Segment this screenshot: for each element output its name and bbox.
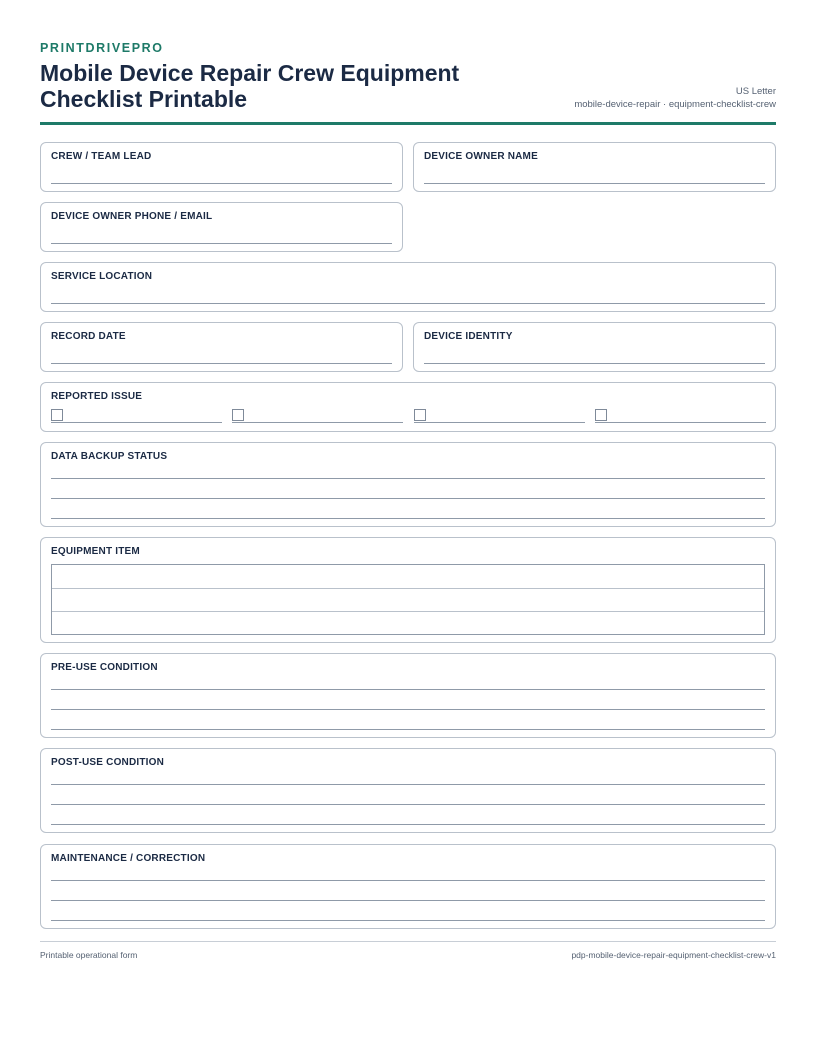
write-line[interactable] (51, 518, 765, 519)
checkbox[interactable] (51, 409, 63, 421)
write-line[interactable] (51, 689, 765, 690)
footer-description: Printable operational form (40, 950, 138, 960)
field-label: PRE-USE CONDITION (51, 662, 158, 673)
option-write-line[interactable] (414, 422, 585, 423)
footer-form-id: pdp-mobile-device-repair-equipment-checklist-crew-v1 (571, 950, 776, 960)
write-line[interactable] (51, 709, 765, 710)
option-write-line[interactable] (232, 422, 403, 423)
header-rule (40, 122, 776, 125)
footer-rule (40, 941, 776, 942)
option-write-line[interactable] (595, 422, 766, 423)
issue-option-2[interactable] (232, 409, 403, 423)
write-line[interactable] (51, 920, 765, 921)
checkbox[interactable] (414, 409, 426, 421)
write-line[interactable] (51, 243, 392, 244)
field-label: RECORD DATE (51, 331, 126, 342)
write-line[interactable] (51, 303, 765, 304)
field-label: DEVICE OWNER PHONE / EMAIL (51, 211, 213, 222)
reported-issue-field (40, 382, 776, 432)
write-line[interactable] (51, 363, 392, 364)
data-backup-status-field[interactable] (40, 442, 776, 527)
table-row-divider (52, 588, 764, 589)
field-label: REPORTED ISSUE (51, 391, 143, 402)
field-label: SERVICE LOCATION (51, 271, 153, 282)
post-use-condition-field[interactable] (40, 748, 776, 833)
device-owner-name-field[interactable] (413, 142, 776, 192)
write-line[interactable] (51, 880, 765, 881)
field-label: DATA BACKUP STATUS (51, 451, 168, 462)
issue-option-4[interactable] (595, 409, 766, 423)
issue-option-1[interactable] (51, 409, 222, 423)
paper-size: US Letter (735, 86, 776, 97)
field-label: CREW / TEAM LEAD (51, 151, 152, 162)
write-line[interactable] (51, 804, 765, 805)
document-slug: mobile-device-repair · equipment-checklist-crew (574, 99, 776, 110)
option-write-line[interactable] (51, 422, 222, 423)
device-identity-field[interactable] (413, 322, 776, 372)
issue-option-3[interactable] (414, 409, 585, 423)
write-line[interactable] (51, 729, 765, 730)
write-line[interactable] (424, 183, 765, 184)
checkbox[interactable] (232, 409, 244, 421)
field-label: DEVICE IDENTITY (424, 331, 513, 342)
pre-use-condition-field[interactable] (40, 653, 776, 738)
write-line[interactable] (51, 784, 765, 785)
write-line[interactable] (51, 183, 392, 184)
write-line[interactable] (424, 363, 765, 364)
field-label: DEVICE OWNER NAME (424, 151, 538, 162)
equipment-table[interactable] (51, 564, 765, 635)
field-label: POST-USE CONDITION (51, 757, 165, 768)
device-owner-contact-field[interactable] (40, 202, 403, 252)
maintenance-correction-field[interactable] (40, 844, 776, 929)
crew-team-lead-field[interactable] (40, 142, 403, 192)
table-row-divider (52, 611, 764, 612)
service-location-field[interactable] (40, 262, 776, 312)
checkbox[interactable] (595, 409, 607, 421)
document-meta (574, 85, 776, 111)
page-title: Mobile Device Repair Crew Equipment Checklist Printable (40, 60, 460, 112)
write-line[interactable] (51, 478, 765, 479)
write-line[interactable] (51, 498, 765, 499)
brand-name: PRINTDRIVEPRO (40, 41, 164, 55)
record-date-field[interactable] (40, 322, 403, 372)
equipment-item-field (40, 537, 776, 643)
write-line[interactable] (51, 824, 765, 825)
field-label: MAINTENANCE / CORRECTION (51, 853, 206, 864)
write-line[interactable] (51, 900, 765, 901)
field-label: EQUIPMENT ITEM (51, 546, 140, 557)
